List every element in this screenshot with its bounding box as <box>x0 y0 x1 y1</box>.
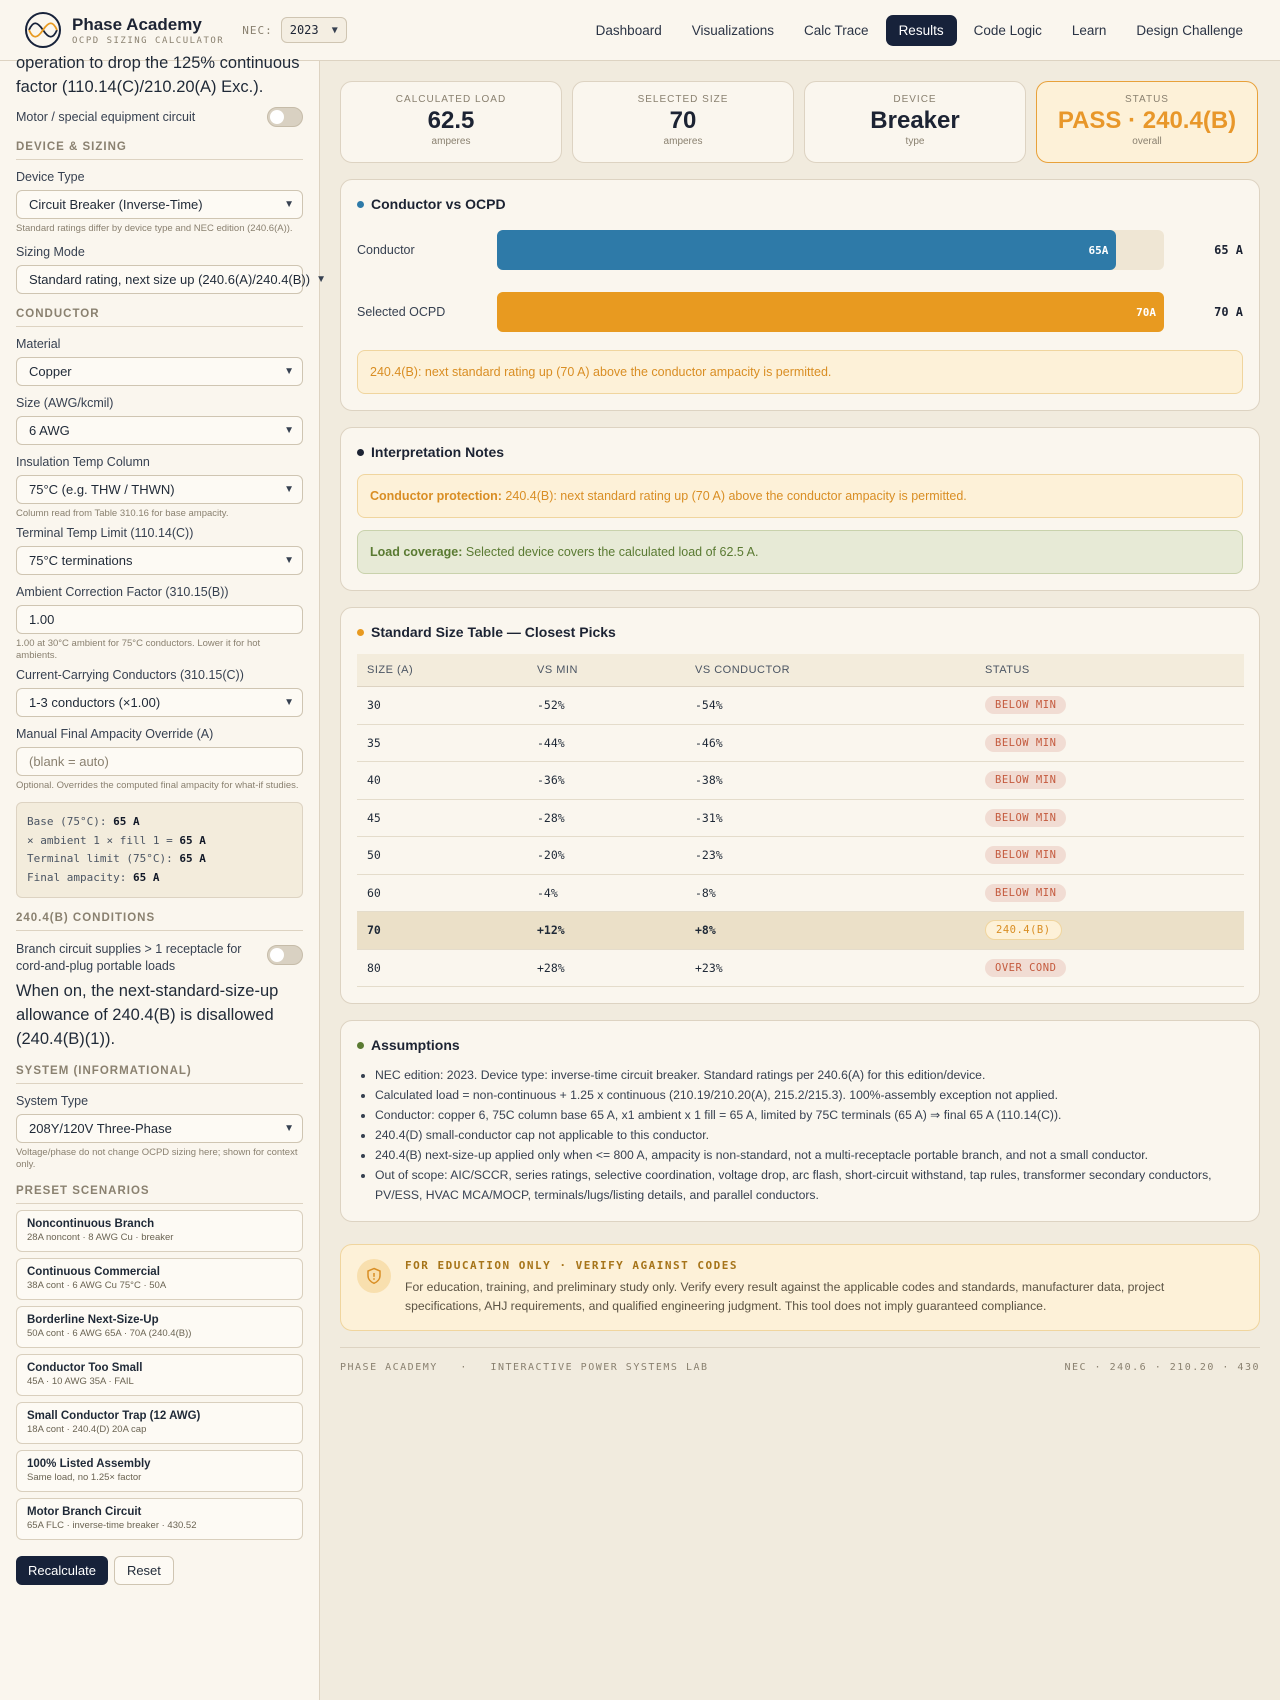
results-panel <box>340 81 1260 1373</box>
table-row[interactable]: 50 -20% -23% BELOW MIN <box>357 837 1244 875</box>
override-placeholder: (blank = auto) <box>29 754 109 769</box>
conductor-bar-row <box>357 230 1243 270</box>
preset-title: Small Conductor Trap (12 AWG) <box>27 1410 201 1422</box>
preset-title: Conductor Too Small <box>27 1362 143 1374</box>
stat-value: 62.5 <box>427 107 475 134</box>
sizing-mode-label: Sizing Mode <box>16 245 85 259</box>
motor-toggle-label: Motor / special equipment circuit <box>16 110 196 124</box>
table-row[interactable]: 80 +28% +23% OVER COND <box>357 949 1244 987</box>
calc-line-base: Base (75°C): 65 A <box>27 815 140 828</box>
chevron-down-icon: ▼ <box>284 199 294 210</box>
brand-subtitle: OCPD SIZING CALCULATOR <box>72 35 225 46</box>
main-nav <box>583 15 1256 46</box>
ccc-select[interactable] <box>16 688 303 717</box>
preset-subtitle: 50A cont · 6 AWG 65A · 70A (240.4(B)) <box>27 1328 192 1339</box>
nav-code-logic[interactable]: Code Logic <box>973 22 1042 38</box>
card-title <box>357 196 1243 212</box>
stat-selected-size <box>572 81 794 163</box>
preset-subtitle: 45A · 10 AWG 35A · FAIL <box>27 1376 134 1387</box>
terminal-value: 75°C terminations <box>29 553 133 568</box>
section-conductor: CONDUCTOR <box>16 308 303 327</box>
receptacle-toggle-label: Branch circuit supplies > 1 receptacle for cord-and-plug portable loads <box>16 942 242 973</box>
table-row[interactable]: 30 -52% -54% BELOW MIN <box>357 687 1244 725</box>
calc-line-final: Final ampacity: 65 A <box>27 870 160 884</box>
col-vs-conductor: VS CONDUCTOR <box>685 654 975 687</box>
motor-toggle-row <box>16 107 303 127</box>
preset-conductor-too-small[interactable] <box>16 1354 303 1396</box>
nec-edition-value: 2023 <box>289 23 319 37</box>
ambient-input[interactable] <box>16 605 303 634</box>
education-disclaimer <box>340 1244 1260 1331</box>
assumptions-list <box>357 1065 1243 1205</box>
status-badge: BELOW MIN <box>985 734 1066 752</box>
size-label: Size (AWG/kcmil) <box>16 396 114 410</box>
status-badge: BELOW MIN <box>985 884 1066 902</box>
status-badge: 240.4(B) <box>985 920 1062 940</box>
material-select[interactable] <box>16 357 303 386</box>
chevron-down-icon: ▼ <box>284 366 294 377</box>
dot-icon <box>357 1042 364 1049</box>
sidebar-inputs[interactable] <box>0 54 326 1700</box>
preset-subtitle: 28A noncont · 8 AWG Cu · breaker <box>27 1232 174 1243</box>
dot-icon <box>357 449 364 456</box>
preset-borderline-next-size-up[interactable] <box>16 1306 303 1348</box>
brand <box>72 15 224 46</box>
status-badge: OVER COND <box>985 959 1066 977</box>
bar-value: 70 A <box>1214 305 1243 319</box>
motor-toggle[interactable] <box>267 107 303 127</box>
conductor-bar <box>497 230 1116 270</box>
system-type-select[interactable] <box>16 1114 303 1143</box>
chevron-down-icon: ▼ <box>284 555 294 566</box>
table-row[interactable]: 40 -36% -38% BELOW MIN <box>357 762 1244 800</box>
bar-track <box>497 292 1164 332</box>
list-item: • Calculated load = non-continuous + 1.25 x continuous (210.19/210.20(A), 215.2/215.3). 100%-assembly exception not applied. <box>375 1085 1243 1105</box>
chevron-down-icon: ▼ <box>284 425 294 436</box>
nav-calc-trace[interactable]: Calc Trace <box>804 22 869 38</box>
col-status: STATUS <box>975 654 1244 687</box>
conductor-size-select[interactable] <box>16 416 303 445</box>
insulation-value: 75°C (e.g. THW / THWN) <box>29 482 175 497</box>
assumptions-card <box>340 1020 1260 1222</box>
stat-unit: type <box>905 136 925 147</box>
compare-note: 240.4(B): next standard rating up (70 A) above the conductor ampacity is permitted. <box>357 350 1243 394</box>
chevron-down-icon: ▼ <box>284 697 294 708</box>
device-type-help: Standard ratings differ by device type and NEC edition (240.6(A)). <box>16 223 293 234</box>
override-help: Optional. Overrides the computed final ampacity for what-if studies. <box>16 780 299 791</box>
chevron-down-icon: ▼ <box>284 484 294 495</box>
shield-icon <box>357 1259 391 1293</box>
bar-label: Conductor <box>357 243 415 257</box>
receptacle-toggle-explainer: When on, the next-standard-size-up allowance of 240.4(B) is disallowed (240.4(B)(1)). <box>16 982 279 1048</box>
ambient-label: Ambient Correction Factor (310.15(B)) <box>16 585 229 599</box>
table-row-selected[interactable]: 70 +12% +8% 240.4(B) <box>357 912 1244 950</box>
nav-design-challenge[interactable]: Design Challenge <box>1136 22 1243 38</box>
bar-value: 65 A <box>1214 243 1243 257</box>
list-item: • 240.4(B) next-size-up applied only when <= 800 A, ampacity is non-standard, not a multi-receptacle portable branch, and not a small conductor. <box>375 1145 1243 1165</box>
conductor-vs-ocpd-card <box>340 179 1260 411</box>
nec-edition-select[interactable] <box>281 17 347 43</box>
footer-left: PHASE ACADEMY · INTERACTIVE POWER SYSTEMS LAB <box>340 1362 709 1373</box>
nec-label: NEC: <box>242 23 273 37</box>
stat-calculated-load <box>340 81 562 163</box>
standard-size-table-card <box>340 607 1260 1004</box>
preset-title: 100% Listed Assembly <box>27 1458 151 1470</box>
table-row[interactable]: 60 -4% -8% BELOW MIN <box>357 874 1244 912</box>
preset-small-conductor-trap[interactable] <box>16 1402 303 1444</box>
preset-subtitle: 18A cont · 240.4(D) 20A cap <box>27 1424 147 1435</box>
section-system: SYSTEM (INFORMATIONAL) <box>16 1065 303 1084</box>
stat-label: CALCULATED LOAD <box>395 94 507 105</box>
insulation-select[interactable] <box>16 475 303 504</box>
stat-label: SELECTED SIZE <box>637 94 729 105</box>
material-value: Copper <box>29 364 72 379</box>
dot-icon <box>357 629 364 636</box>
size-table-title: Standard Size Table — Closest Picks <box>371 624 616 640</box>
action-buttons <box>16 1556 303 1585</box>
sizing-mode-value: Standard rating, next size up (240.6(A)/240.4(B)) <box>29 272 311 287</box>
preset-continuous-commercial[interactable] <box>16 1258 303 1300</box>
bar-label: Selected OCPD <box>357 305 446 319</box>
ocpd-bar <box>497 292 1164 332</box>
list-item: • 240.4(D) small-conductor cap not applicable to this conductor. <box>375 1125 1243 1145</box>
conductor-size-value: 6 AWG <box>29 423 70 438</box>
nav-dashboard[interactable]: Dashboard <box>595 22 662 38</box>
calc-line-terminal: Terminal limit (75°C): 65 A <box>27 852 206 865</box>
section-device-sizing: DEVICE & SIZING <box>16 141 303 160</box>
standard-size-table <box>357 654 1244 987</box>
recalculate-button[interactable]: Recalculate <box>16 1556 108 1585</box>
bar-text: 70A <box>1136 305 1156 319</box>
stat-unit: amperes <box>431 136 471 147</box>
status-value: PASS · 240.4(B) <box>1057 107 1237 134</box>
table-row[interactable]: 35 -44% -46% BELOW MIN <box>357 724 1244 762</box>
material-label: Material <box>16 337 61 351</box>
footer-right: NEC · 240.6 · 210.20 · 430 <box>1064 1362 1260 1373</box>
assumptions-title: Assumptions <box>371 1037 460 1053</box>
chevron-down-icon: ▼ <box>331 24 338 36</box>
status-badge: BELOW MIN <box>985 809 1066 827</box>
preset-motor-branch-circuit[interactable] <box>16 1498 303 1540</box>
receptacle-toggle-row <box>16 941 303 975</box>
stat-value: Breaker <box>870 107 960 134</box>
ampacity-calc-box <box>16 802 303 898</box>
col-size: SIZE (A) <box>357 654 527 687</box>
continuous-exception-text: operation to drop the 125% continuous factor (110.14(C)/210.20(A) Exc.). <box>16 54 300 96</box>
terminal-select[interactable] <box>16 546 303 575</box>
preset-subtitle: Same load, no 1.25× factor <box>27 1472 142 1483</box>
status-badge: BELOW MIN <box>985 846 1066 864</box>
dot-icon <box>357 201 364 208</box>
ccc-value: 1-3 conductors (×1.00) <box>29 695 161 710</box>
nav-results[interactable]: Results <box>886 15 957 46</box>
chevron-down-icon: ▼ <box>316 274 326 285</box>
preset-title: Noncontinuous Branch <box>27 1218 155 1230</box>
note-load-coverage: Load coverage: Selected device covers the calculated load of 62.5 A. <box>357 530 1243 574</box>
preset-title: Continuous Commercial <box>27 1266 160 1278</box>
disclaimer-title: FOR EDUCATION ONLY · VERIFY AGAINST CODES <box>405 1259 739 1272</box>
stat-unit: amperes <box>663 136 703 147</box>
disclaimer-body <box>405 1259 1243 1316</box>
stat-value: 70 <box>669 107 697 134</box>
summary-stats <box>340 81 1260 163</box>
phase-academy-logo-icon <box>24 11 62 49</box>
system-type-label: System Type <box>16 1094 89 1108</box>
device-type-value: Circuit Breaker (Inverse-Time) <box>29 197 203 212</box>
override-input[interactable] <box>16 747 303 776</box>
terminal-label: Terminal Temp Limit (110.14(C)) <box>16 526 194 540</box>
section-presets: PRESET SCENARIOS <box>16 1185 303 1204</box>
bar-text: 65A <box>1088 243 1109 257</box>
stat-status <box>1036 81 1258 163</box>
receptacle-toggle[interactable] <box>267 945 303 965</box>
insulation-help: Column read from Table 310.16 for base ampacity. <box>16 508 229 519</box>
system-type-value: 208Y/120V Three-Phase <box>29 1121 172 1136</box>
stat-label: STATUS <box>1125 94 1169 105</box>
insulation-label: Insulation Temp Column <box>16 455 150 469</box>
stat-label: DEVICE <box>893 94 937 105</box>
reset-button[interactable]: Reset <box>114 1556 174 1585</box>
disclaimer-text: For education, training, and preliminary study only. Verify every result against the applicable codes and standards, manufacturer data, project specifications, AHJ requirements, and qualified engineering judgment. This tool does not imply guaranteed compliance. <box>405 1280 1165 1313</box>
card-title <box>357 444 1243 460</box>
override-label: Manual Final Ampacity Override (A) <box>16 727 214 741</box>
status-badge: BELOW MIN <box>985 771 1066 789</box>
stat-device <box>804 81 1026 163</box>
table-header-row <box>357 654 1244 687</box>
chevron-down-icon: ▼ <box>284 1123 294 1134</box>
ocpd-bar-row <box>357 292 1243 332</box>
card-title <box>357 1037 1243 1053</box>
ccc-label: Current-Carrying Conductors (310.15(C)) <box>16 668 244 682</box>
sizing-mode-select[interactable] <box>16 265 326 294</box>
ambient-help: 1.00 at 30°C ambient for 75°C conductors. Lower it for hot ambients. <box>16 638 261 661</box>
preset-noncontinuous-branch[interactable] <box>16 1210 303 1252</box>
nav-visualizations[interactable]: Visualizations <box>691 22 775 38</box>
card-title <box>357 624 1243 640</box>
footer <box>340 1347 1260 1373</box>
conductor-vs-ocpd-title: Conductor vs OCPD <box>371 196 506 212</box>
device-type-label: Device Type <box>16 170 85 184</box>
calc-line-ambient: × ambient 1 × fill 1 = 65 A <box>27 833 206 847</box>
status-badge: BELOW MIN <box>985 696 1066 714</box>
system-type-help: Voltage/phase do not change OCPD sizing here; shown for context only. <box>16 1147 298 1170</box>
ambient-value: 1.00 <box>29 612 55 627</box>
bar-track <box>497 230 1164 270</box>
stat-unit: overall <box>1132 136 1162 147</box>
interpretation-notes-card <box>340 427 1260 591</box>
preset-subtitle: 65A FLC · inverse-time breaker · 430.52 <box>27 1520 197 1531</box>
preset-list <box>16 1210 303 1540</box>
list-item: • Out of scope: AIC/SCCR, series ratings, selective coordination, voltage drop, arc flash, short-circuit withstand, tap rules, transformer secondary conductors, PV/ESS, HVAC MCA/MOCP, terminals/lugs/listing details, and parallel conductors. <box>375 1165 1243 1205</box>
preset-title: Borderline Next-Size-Up <box>27 1314 159 1326</box>
section-240-4b: 240.4(B) CONDITIONS <box>16 912 303 931</box>
note-conductor-protection: Conductor protection: 240.4(B): next standard rating up (70 A) above the conductor ampacity is permitted. <box>357 474 1243 518</box>
preset-title: Motor Branch Circuit <box>27 1506 142 1518</box>
list-item: • Conductor: copper 6, 75C column base 65 A, x1 ambient x 1 fill = 65 A, limited by 75C terminals (65 A) ⇒ final 65 A (110.14(C)). <box>375 1105 1243 1125</box>
preset-100-percent-assembly[interactable] <box>16 1450 303 1492</box>
preset-subtitle: 38A cont · 6 AWG Cu 75°C · 50A <box>27 1280 167 1291</box>
col-vs-min: VS MIN <box>527 654 685 687</box>
nav-learn[interactable]: Learn <box>1071 22 1107 38</box>
brand-title: Phase Academy <box>72 14 202 34</box>
list-item: • NEC edition: 2023. Device type: inverse-time circuit breaker. Standard ratings per 240.6(A) for this edition/device. <box>375 1065 1243 1085</box>
interpretation-notes-title: Interpretation Notes <box>371 444 505 460</box>
device-type-select[interactable] <box>16 190 303 219</box>
table-row[interactable]: 45 -28% -31% BELOW MIN <box>357 799 1244 837</box>
